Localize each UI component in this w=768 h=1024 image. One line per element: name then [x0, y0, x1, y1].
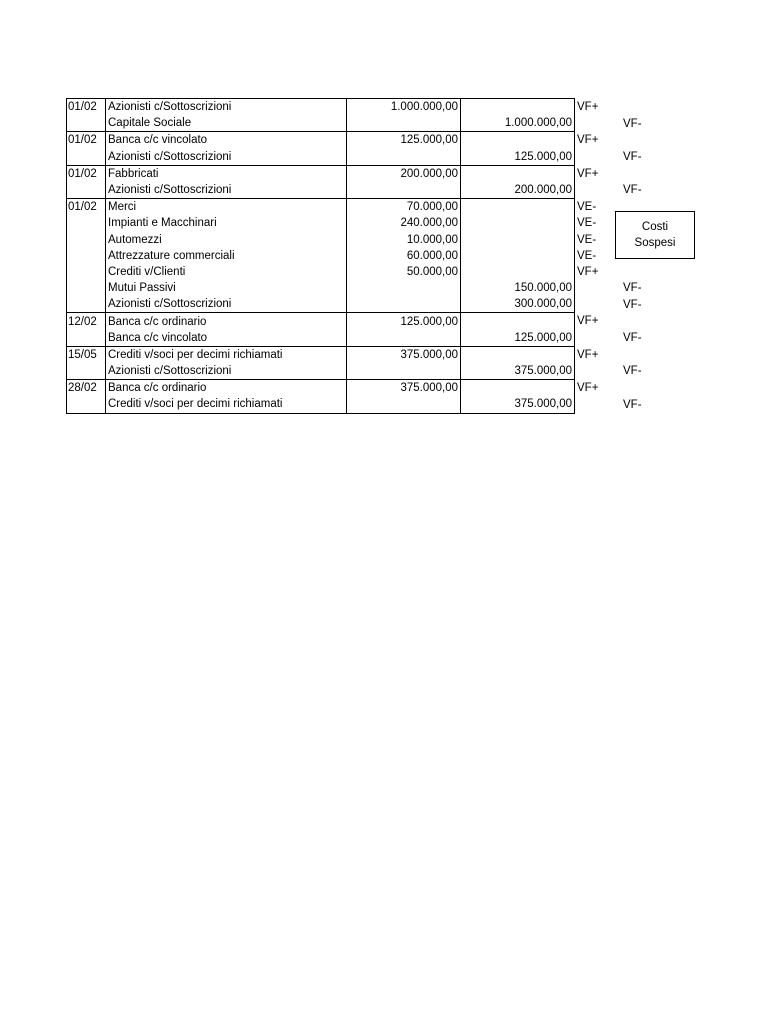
variation-code — [575, 182, 620, 199]
entry-date — [67, 330, 106, 347]
entry-date: 01/02 — [67, 199, 106, 216]
variation-code: VE- — [575, 199, 620, 216]
table-row — [67, 396, 699, 413]
variation-code: VF+ — [575, 99, 620, 116]
entry-date: 15/05 — [67, 346, 106, 363]
account-name: Azionisti c/Sottoscrizioni — [106, 99, 347, 116]
table-row — [67, 199, 699, 216]
account-name: Fabbricati — [106, 165, 347, 182]
table-row — [67, 115, 699, 132]
credit-amount — [461, 165, 575, 182]
debit-amount — [347, 363, 461, 380]
entry-date — [67, 215, 106, 231]
credit-amount — [461, 99, 575, 116]
table-row — [67, 264, 699, 280]
costi-sospesi-line2: Sospesi — [634, 237, 676, 249]
credit-amount — [461, 215, 575, 231]
variation-code — [575, 296, 620, 313]
debit-amount — [347, 182, 461, 199]
account-name: Capitale Sociale — [106, 115, 347, 132]
credit-amount — [461, 199, 575, 216]
table-row — [67, 296, 699, 313]
table-row — [67, 165, 699, 182]
variation-code — [575, 330, 620, 347]
table-row — [67, 182, 699, 199]
entry-date — [67, 182, 106, 199]
entry-date: 01/02 — [67, 99, 106, 116]
costi-sospesi-box — [615, 211, 695, 259]
account-name: Impianti e Macchinari — [106, 215, 347, 231]
entry-date — [67, 115, 106, 132]
entry-date — [67, 296, 106, 313]
credit-amount — [461, 346, 575, 363]
debit-amount: 1.000.000,00 — [347, 99, 461, 116]
entry-date — [67, 248, 106, 264]
debit-amount: 125.000,00 — [347, 132, 461, 149]
credit-amount: 1.000.000,00 — [461, 115, 575, 132]
debit-amount: 50.000,00 — [347, 264, 461, 280]
variation-code: VF+ — [575, 165, 620, 182]
costi-sospesi-line1: Costi — [641, 221, 669, 233]
variation-code — [575, 396, 620, 413]
table-row — [67, 346, 699, 363]
variation-code-secondary — [619, 363, 699, 380]
credit-amount: 200.000,00 — [461, 182, 575, 199]
account-name: Mutui Passivi — [106, 280, 347, 296]
entry-date — [67, 149, 106, 166]
table-row — [67, 149, 699, 166]
variation-code-secondary — [619, 182, 699, 199]
variation-code-secondary — [619, 380, 699, 397]
entry-date — [67, 363, 106, 380]
variation-code-secondary — [619, 346, 699, 363]
variation-code: VF+ — [575, 313, 620, 330]
account-name: Azionisti c/Sottoscrizioni — [106, 182, 347, 199]
credit-amount: 125.000,00 — [461, 330, 575, 347]
variation-code-secondary-text: VF- — [623, 184, 642, 197]
variation-code: VF+ — [575, 132, 620, 149]
credit-amount — [461, 380, 575, 397]
variation-code-secondary-text: VF- — [623, 282, 642, 295]
entry-date — [67, 232, 106, 248]
variation-code-secondary — [619, 330, 699, 347]
entry-date: 01/02 — [67, 165, 106, 182]
account-name: Azionisti c/Sottoscrizioni — [106, 296, 347, 313]
account-name: Banca c/c vincolato — [106, 132, 347, 149]
debit-amount — [347, 149, 461, 166]
entry-date: 01/02 — [67, 132, 106, 149]
table-row — [67, 215, 699, 231]
debit-amount: 10.000,00 — [347, 232, 461, 248]
variation-code-secondary — [619, 132, 699, 149]
variation-code-secondary — [619, 99, 699, 116]
variation-code — [575, 280, 620, 296]
variation-code-secondary-text — [621, 101, 623, 113]
variation-code-secondary-text — [621, 382, 623, 394]
credit-amount — [461, 248, 575, 264]
variation-code-secondary — [619, 115, 699, 132]
credit-amount: 150.000,00 — [461, 280, 575, 296]
variation-code-secondary-text: VF- — [623, 398, 642, 411]
variation-code-secondary-text: VF- — [623, 117, 642, 130]
variation-code: VE- — [575, 248, 620, 264]
variation-code-secondary-text: VF- — [623, 150, 642, 163]
account-name: Azionisti c/Sottoscrizioni — [106, 363, 347, 380]
table-row — [67, 232, 699, 248]
variation-code: VF+ — [575, 264, 620, 280]
account-name: Crediti v/soci per decimi richiamati — [106, 396, 347, 413]
variation-code-secondary — [619, 396, 699, 413]
account-name: Banca c/c vincolato — [106, 330, 347, 347]
debit-amount — [347, 115, 461, 132]
debit-amount: 125.000,00 — [347, 313, 461, 330]
account-name: Banca c/c ordinario — [106, 313, 347, 330]
account-name: Azionisti c/Sottoscrizioni — [106, 149, 347, 166]
variation-code: VE- — [575, 215, 620, 231]
credit-amount — [461, 313, 575, 330]
variation-code-secondary-text: VF- — [623, 365, 642, 378]
table-row — [67, 248, 699, 264]
table-row — [67, 132, 699, 149]
account-name: Banca c/c ordinario — [106, 380, 347, 397]
account-name: Automezzi — [106, 232, 347, 248]
credit-amount: 375.000,00 — [461, 396, 575, 413]
debit-amount: 375.000,00 — [347, 380, 461, 397]
credit-amount — [461, 232, 575, 248]
table-row — [67, 280, 699, 296]
variation-code-secondary-text — [621, 266, 623, 278]
variation-code-secondary-text — [621, 168, 623, 180]
debit-amount — [347, 330, 461, 347]
debit-amount — [347, 296, 461, 313]
variation-code: VF+ — [575, 380, 620, 397]
debit-amount — [347, 280, 461, 296]
variation-code: VE- — [575, 232, 620, 248]
debit-amount — [347, 396, 461, 413]
debit-amount: 60.000,00 — [347, 248, 461, 264]
variation-code — [575, 363, 620, 380]
variation-code-secondary-text: VF- — [623, 298, 642, 311]
variation-code-secondary-text — [621, 349, 623, 361]
credit-amount — [461, 264, 575, 280]
credit-amount — [461, 132, 575, 149]
variation-code-secondary — [619, 149, 699, 166]
credit-amount: 375.000,00 — [461, 363, 575, 380]
variation-code-secondary — [619, 264, 699, 280]
credit-amount: 300.000,00 — [461, 296, 575, 313]
variation-code — [575, 115, 620, 132]
variation-code-secondary-text — [621, 134, 623, 146]
journal-entries-table — [66, 98, 699, 414]
entry-date: 28/02 — [67, 380, 106, 397]
debit-amount: 200.000,00 — [347, 165, 461, 182]
variation-code: VF+ — [575, 346, 620, 363]
table-row — [67, 99, 699, 116]
entry-date — [67, 280, 106, 296]
variation-code-secondary — [619, 313, 699, 330]
variation-code-secondary-text: VF- — [623, 331, 642, 344]
debit-amount: 70.000,00 — [347, 199, 461, 216]
variation-code — [575, 149, 620, 166]
debit-amount: 240.000,00 — [347, 215, 461, 231]
account-name: Crediti v/Clienti — [106, 264, 347, 280]
entry-date — [67, 396, 106, 413]
variation-code-secondary — [619, 280, 699, 296]
entry-date: 12/02 — [67, 313, 106, 330]
account-name: Crediti v/soci per decimi richiamati — [106, 346, 347, 363]
table-row — [67, 363, 699, 380]
variation-code-secondary — [619, 296, 699, 313]
table-row — [67, 380, 699, 397]
entry-date — [67, 264, 106, 280]
account-name: Attrezzature commerciali — [106, 248, 347, 264]
credit-amount: 125.000,00 — [461, 149, 575, 166]
variation-code-secondary-text — [621, 315, 623, 327]
account-name: Merci — [106, 199, 347, 216]
table-row — [67, 330, 699, 347]
variation-code-secondary — [619, 165, 699, 182]
table-row — [67, 313, 699, 330]
debit-amount: 375.000,00 — [347, 346, 461, 363]
